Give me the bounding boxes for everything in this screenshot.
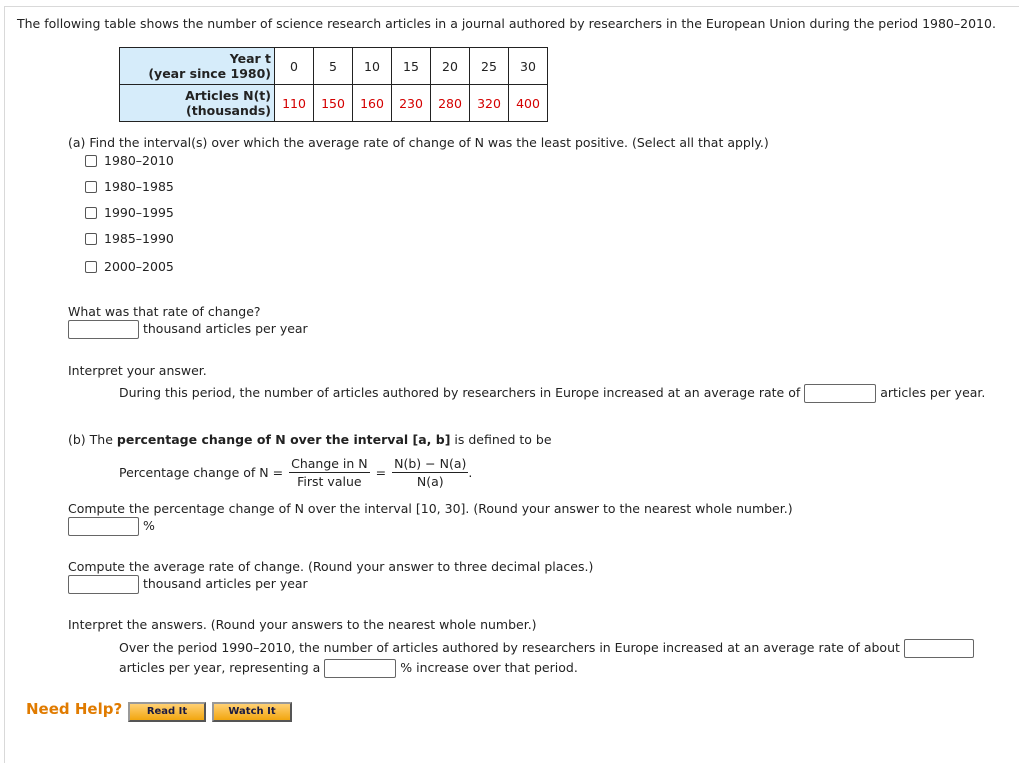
fraction-change-num: Change in N: [291, 456, 368, 471]
interpret-unit-a: articles per year.: [880, 385, 986, 400]
data-table: [119, 47, 548, 122]
interpret-text-b1: Over the period 1990–2010, the number of articles authored by researchers in Europe increased at an average rate of about: [119, 640, 900, 655]
interpret-row-a: [119, 384, 985, 403]
year-cell: 10: [353, 48, 392, 85]
articles-header: [120, 85, 275, 122]
year-cell: 15: [392, 48, 431, 85]
interpret-label-b: Interpret the answers. (Round your answers to the nearest whole number.): [68, 617, 537, 632]
year-cell: 5: [314, 48, 353, 85]
need-help-label: Need Help?: [26, 700, 123, 718]
option-row[interactable]: [85, 205, 174, 220]
table-row-years: [120, 48, 548, 85]
watch-it-button[interactable]: Watch It: [212, 702, 292, 722]
option-row[interactable]: [85, 231, 174, 246]
option-row[interactable]: [85, 179, 174, 194]
option-label: 1980–2010: [104, 153, 174, 168]
formula-label: Percentage change of N =: [119, 465, 284, 480]
interpret-text-b2-prefix: articles per year, representing a: [119, 660, 321, 675]
pct-increase-input[interactable]: [324, 659, 396, 678]
part-b-suffix: is defined to be: [450, 432, 552, 447]
checkbox[interactable]: [85, 261, 97, 273]
interpret-line2-b: [119, 659, 578, 678]
articles-header-line2: (thousands): [186, 103, 271, 118]
articles-rate-input[interactable]: [804, 384, 876, 403]
year-cell: 25: [470, 48, 509, 85]
avg-unit: thousand articles per year: [142, 576, 308, 591]
articles-cell: 160: [353, 85, 392, 122]
fraction-formula: [392, 456, 468, 489]
option-label: 1985–1990: [104, 231, 174, 246]
fraction-formula-num: N(b) − N(a): [394, 456, 467, 471]
rate-question: What was that rate of change?: [68, 304, 261, 319]
articles-cell: 320: [470, 85, 509, 122]
checkbox[interactable]: [85, 207, 97, 219]
pct-unit: %: [142, 518, 155, 533]
year-cell: 20: [431, 48, 470, 85]
read-it-button[interactable]: Read It: [128, 702, 206, 722]
checkbox[interactable]: [85, 155, 97, 167]
formula: [119, 456, 472, 489]
articles-cell: 150: [314, 85, 353, 122]
interpret-text-a: During this period, the number of articles authored by researchers in Europe increased at an average rate of: [119, 385, 801, 400]
year-cell: 30: [509, 48, 548, 85]
avg-input[interactable]: [68, 575, 139, 594]
rate-input[interactable]: [68, 320, 139, 339]
part-a-question: (a) Find the interval(s) over which the average rate of change of N was the least positive. (Select all that apply.): [68, 135, 769, 150]
option-label: 1990–1995: [104, 205, 174, 220]
about-rate-input[interactable]: [904, 639, 974, 658]
fraction-formula-den: N(a): [416, 474, 444, 489]
articles-cell: 110: [275, 85, 314, 122]
year-header-line1: Year t: [229, 51, 271, 66]
fraction-change: [289, 456, 370, 489]
part-b-prefix: (b) The: [68, 432, 117, 447]
checkbox[interactable]: [85, 181, 97, 193]
rate-unit: thousand articles per year: [142, 321, 308, 336]
checkbox[interactable]: [85, 233, 97, 245]
compute-avg-question: Compute the average rate of change. (Round your answer to three decimal places.): [68, 559, 594, 574]
equals-sign: =: [375, 465, 387, 480]
rate-answer-row: [68, 320, 308, 339]
pct-answer-row: [68, 517, 155, 536]
articles-header-line1: Articles N(t): [185, 88, 271, 103]
pct-input[interactable]: [68, 517, 139, 536]
part-b-intro: [68, 432, 552, 447]
interpret-text-b2-suffix: % increase over that period.: [400, 660, 578, 675]
articles-cell: 230: [392, 85, 431, 122]
articles-cell: 280: [431, 85, 470, 122]
intro-text: The following table shows the number of science research articles in a journal authored by researchers in the European Union during the period 1980–2010.: [17, 16, 996, 31]
option-row[interactable]: [85, 259, 174, 274]
table-row-articles: [120, 85, 548, 122]
interpret-line1-b: [119, 639, 974, 658]
interpret-label-a: Interpret your answer.: [68, 363, 207, 378]
part-b-bold: percentage change of N over the interval [a, b]: [116, 432, 451, 447]
option-label: 2000–2005: [104, 259, 174, 274]
option-row[interactable]: [85, 153, 174, 168]
year-header-line2: (year since 1980): [148, 66, 271, 81]
fraction-change-den: First value: [297, 474, 362, 489]
year-cell: 0: [275, 48, 314, 85]
compute-pct-question: Compute the percentage change of N over the interval [10, 30]. (Round your answer to the nearest whole number.): [68, 501, 793, 516]
articles-cell: 400: [509, 85, 548, 122]
option-label: 1980–1985: [104, 179, 174, 194]
period: .: [468, 465, 473, 480]
year-header: [120, 48, 275, 85]
avg-answer-row: [68, 575, 308, 594]
